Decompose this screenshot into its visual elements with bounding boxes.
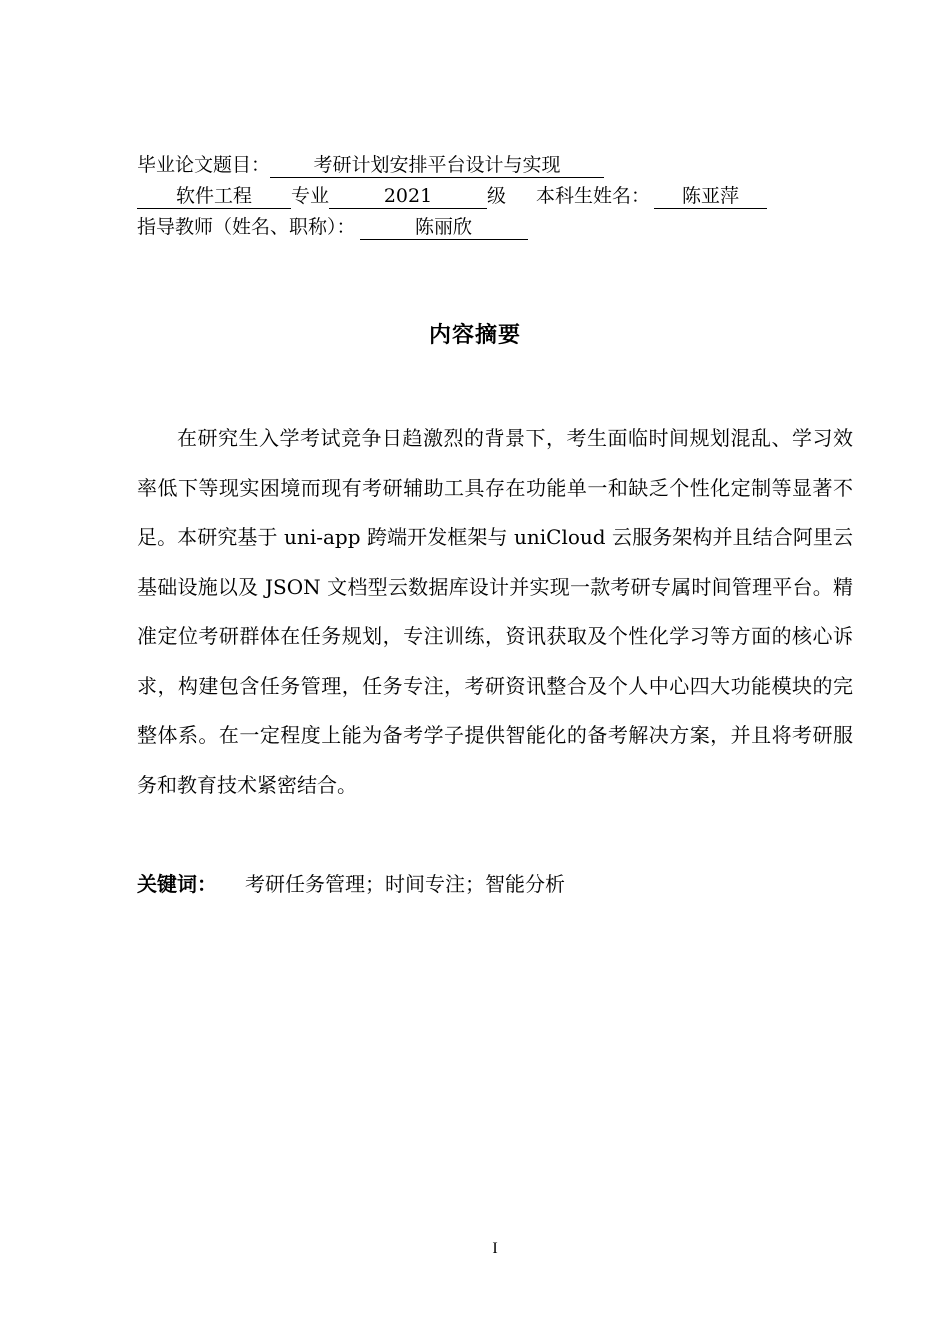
abstract-body: 在研究生入学考试竞争日趋激烈的背景下，考生面临时间规划混乱、学习效率低下等现实困境而现有考研辅助工具存在功能单一和缺乏个性化定制等显著不足。本研究基于 uni-app 跨端开发框架与 uniCloud 云服务架构并且结合阿里云基础设施以及 JSON 文档型云数据库设计并实现一款考研专属时间管理平台。精准定位考研群体在任务规划，专注训练，资讯获取及个性化学习等方面的核心诉求，构建包含任务管理，任务专注，考研资讯整合及个人中心四大功能模块的完整体系。在一定程度上能为备考学子提供智能化的备考解决方案，并且将考研服务和教育技术紧密结合。: [137, 426, 853, 797]
thesis-title-value: 考研计划安排平台设计与实现: [270, 153, 604, 178]
advisor-line: [137, 212, 877, 243]
advisor-label: 指导教师（姓名、职称）：: [137, 216, 356, 238]
keywords-value: 考研任务管理；时间专注；智能分析: [245, 872, 565, 896]
abstract-title: 内容摘要: [428, 323, 521, 348]
keywords-line: [137, 866, 853, 902]
student-value: 陈亚萍: [654, 184, 767, 209]
student-label: 本科生姓名：: [536, 185, 651, 207]
thesis-info-block: [137, 150, 877, 243]
major-line: [137, 181, 877, 212]
keywords-label: 关键词：: [137, 872, 217, 896]
year-value: 2021: [329, 184, 487, 209]
year-label: 级: [487, 185, 507, 207]
major-label: 专业: [291, 185, 330, 207]
major-value: 软件工程: [137, 184, 291, 209]
page-number: I: [492, 1240, 498, 1257]
advisor-value: 陈丽欣: [360, 215, 528, 240]
thesis-title-line: [137, 150, 877, 181]
thesis-title-label: 毕业论文题目：: [137, 154, 271, 176]
